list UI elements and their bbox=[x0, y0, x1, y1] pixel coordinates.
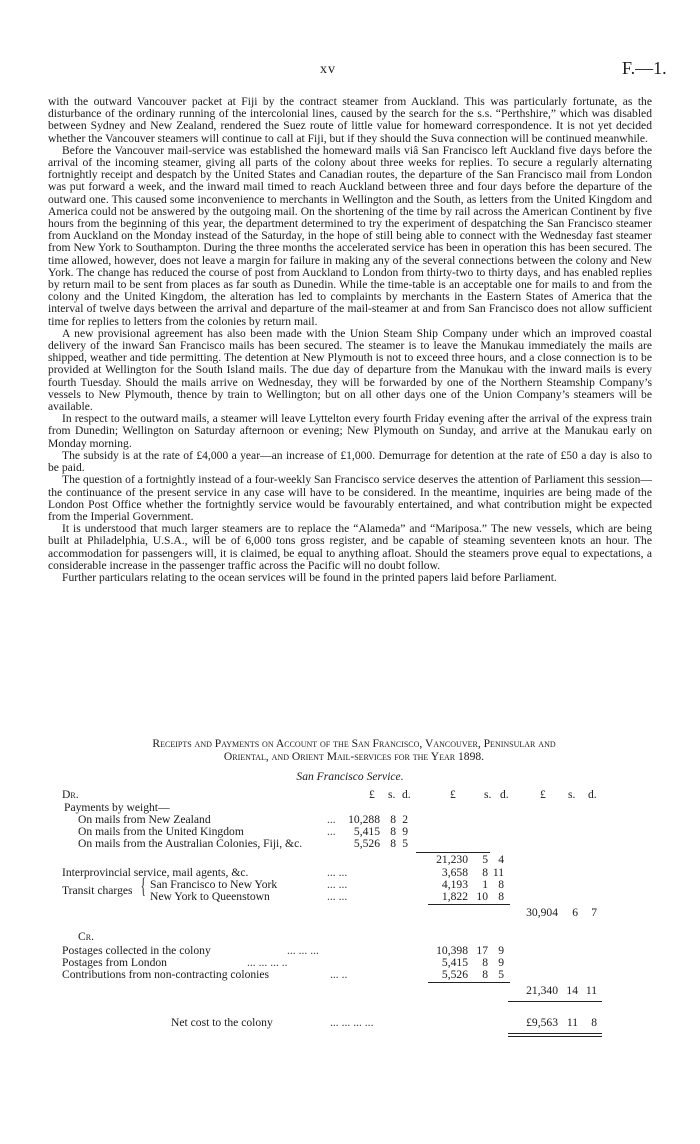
pence-value: 2 bbox=[402, 813, 408, 826]
dr-label: Dr. bbox=[62, 788, 79, 801]
account-subtitle: San Francisco Service. bbox=[296, 770, 404, 783]
pounds-value: £9,563 bbox=[526, 1016, 558, 1029]
pounds-value: 3,658 bbox=[441, 866, 468, 879]
shillings-value: 11 bbox=[566, 1016, 578, 1029]
pence-value: 11 bbox=[585, 984, 597, 997]
paragraph: In respect to the outward mails, a steamer will leave Lyttelton every fourth Friday evening after the arrival of the express train from Dunedin; Wellington on Saturday afternoon or evening; New Plymouth on Sunday, and arrive at the Manukau early on Monday morning. bbox=[48, 412, 652, 450]
column-header: s. bbox=[484, 788, 492, 801]
brace-icon: { bbox=[140, 873, 146, 898]
column-header: d. bbox=[500, 788, 509, 801]
row-label: On mails from New Zealand bbox=[78, 813, 211, 826]
column-header: s. bbox=[388, 788, 396, 801]
subtotal-rule bbox=[428, 904, 510, 905]
shillings-value: 1 bbox=[482, 878, 488, 891]
row-label: New York to Queenstown bbox=[150, 890, 270, 903]
subtotal-rule bbox=[428, 982, 510, 983]
shillings-value: 17 bbox=[476, 944, 488, 957]
leader-dots: ... ... ... ... bbox=[330, 1016, 374, 1029]
document-reference: F.—1. bbox=[622, 58, 667, 78]
leader-dots: ... bbox=[327, 825, 336, 838]
shillings-value: 8 bbox=[390, 813, 396, 826]
pounds-value: 5,526 bbox=[441, 968, 468, 981]
column-header: £ bbox=[450, 788, 456, 801]
transit-charges-label: Transit charges bbox=[62, 884, 133, 897]
pounds-value: 10,288 bbox=[348, 813, 380, 826]
pence-value: 11 bbox=[492, 866, 504, 879]
column-header: d. bbox=[402, 788, 411, 801]
column-header: s. bbox=[568, 788, 576, 801]
pounds-value: 4,193 bbox=[441, 878, 468, 891]
pounds-value: 21,230 bbox=[436, 853, 468, 866]
table-row bbox=[0, 837, 700, 850]
paragraph: A new provisional agreement has also been made with the Union Steam Ship Company under which an improved coastal delivery of the inward San Francisco mails has been secured. The steamer is to leave the Manukau immediately the mails are shipped, weather and tide permitting. The detention at New Plymouth is not to exceed three hours, and a close connection is to be provided at Wellington for the South Island mails. The due day of departure from the Manukau with the inward mails is every fourth Tuesday. Should the mails arrive on Wednesday, they will be forwarded by one of the Northern Steamship Company’s vessels to New Plymouth, thence by train to Wellington; but on all other days one of the Union Company’s steamers will be available. bbox=[48, 326, 652, 414]
paragraph: Before the Vancouver mail-service was established the homeward mails viâ San Francisco left Auckland five days before the arrival of the incoming steamer, giving all parts of the colony about three weeks for replies. To secure a regularly alternating fortnightly receipt and despatch by the United States and Canadian routes, the departure of the San Francisco mail from London was put forward a week, and the inward mail timed to reach Auckland between three and four days before the departure of the outward one. This caused some inconvenience to merchants in Wellington and the South, as letters from the United Kingdom and America could not be answered by the outgoing mail. On the shortening of the time by rail across the American Continent by five hours from the beginning of this year, the department determined to try the experiment of despatching the San Francisco steamer from Auckland on the Monday instead of the Saturday, in the hope of still being able to connect with the Wednesday fast steamer from New York to Southampton. During the three months the accelerated service has been in operation this has been secured. The time allowed, however, does not leave a margin for failure in making any of the several connections between the colony and New York. The change has reduced the course of post from Auckland to London from thirty-two to thirty days, and has enabled replies by return mail to be sent from places as far south as Dunedin. While the time-table is an acceptable one for mails to and from the colony and the United Kingdom, the alteration has led to complaints by merchants in the Eastern States of America that the interval of twelve days between the arrival and departure of the mail-steamer at and from San Francisco does not allow sufficient time for replies to letters from the colonies by return mail. bbox=[48, 143, 652, 328]
pence-value: 4 bbox=[498, 853, 504, 866]
double-rule bbox=[508, 1033, 602, 1034]
pounds-value: 30,904 bbox=[526, 906, 558, 919]
leader-dots: ... ... ... .. bbox=[247, 956, 288, 969]
row-label: Contributions from non-contracting colonies bbox=[62, 968, 270, 981]
total-row bbox=[0, 906, 700, 919]
pence-value: 8 bbox=[498, 890, 504, 903]
payments-by-weight-label: Payments by weight— bbox=[64, 801, 170, 814]
pence-value: 9 bbox=[498, 944, 504, 957]
net-cost-row bbox=[0, 1016, 700, 1029]
row-label: Postages from London bbox=[62, 956, 167, 969]
pence-value: 8 bbox=[591, 1016, 597, 1029]
pence-value: 8 bbox=[498, 878, 504, 891]
paragraph: with the outward Vancouver packet at Fiji by the contract steamer from Auckland. This was particularly fortunate, as the disturbance of the ordinary running of the intercolonial lines, caused by the search for the s.s. “Perthshire,” which was disabled between Sydney and New Zealand, rendered the Suez route of little value for homeward correspondence. It is not yet decided whether the Vancouver steamers will continue to call at Fiji, but if they should the Suva connection will be continued meanwhile. bbox=[48, 95, 652, 145]
total-rule bbox=[508, 1001, 602, 1002]
pounds-value: 5,526 bbox=[353, 837, 380, 850]
leader-dots: ... .. bbox=[330, 968, 348, 981]
shillings-value: 5 bbox=[482, 853, 488, 866]
shillings-value: 8 bbox=[482, 956, 488, 969]
row-label: Interprovincial service, mail agents, &c. bbox=[62, 866, 249, 879]
shillings-value: 6 bbox=[572, 906, 578, 919]
pence-value: 5 bbox=[498, 968, 504, 981]
pounds-value: 1,822 bbox=[441, 890, 468, 903]
shillings-value: 8 bbox=[390, 837, 396, 850]
leader-dots: ... ... bbox=[327, 890, 348, 903]
total-row bbox=[0, 984, 700, 997]
subtotal-row bbox=[0, 853, 700, 866]
cr-label: Cr. bbox=[78, 930, 94, 943]
pence-value: 9 bbox=[402, 825, 408, 838]
cr-heading-row bbox=[0, 930, 700, 943]
pence-value: 5 bbox=[402, 837, 408, 850]
double-rule bbox=[508, 1036, 602, 1037]
account-title-line: Receipts and Payments on Account of the San Francisco, Vancouver, Peninsular and bbox=[152, 737, 556, 750]
table-row bbox=[0, 890, 700, 903]
paragraph: It is understood that much larger steamers are to replace the “Alameda” and “Mariposa.” The new vessels, which are being built at Philadelphia, U.S.A., will be of 6,000 tons gross register, and be capable of steaming seventeen knots an hour. The accommodation for passengers will, it is claimed, be equal to anything afloat. Should the steamers prove equal to expectations, a considerable increase in the passenger traffic across the Pacific will no doubt follow. bbox=[48, 522, 652, 572]
leader-dots: ... ... bbox=[327, 866, 348, 879]
pounds-value: 10,398 bbox=[436, 944, 468, 957]
pence-value: 9 bbox=[498, 956, 504, 969]
shillings-value: 8 bbox=[482, 968, 488, 981]
pounds-value: 21,340 bbox=[526, 984, 558, 997]
column-header: £ bbox=[540, 788, 546, 801]
shillings-value: 10 bbox=[476, 890, 488, 903]
shillings-value: 8 bbox=[390, 825, 396, 838]
paragraph: The question of a fortnightly instead of a four-weekly San Francisco service deserves the attention of Parliament this session—the continuance of the present service in any case will have to be considered. In the meantime, inquiries are being made of the London Post Office whether the fortnightly service would be favourably entertained, and what contribution might be expected from the Imperial Government. bbox=[48, 473, 652, 523]
net-cost-label: Net cost to the colony bbox=[171, 1016, 273, 1029]
account-title-line: Oriental, and Orient Mail-services for the Year 1898. bbox=[223, 750, 485, 763]
leader-dots: ... bbox=[327, 813, 336, 826]
shillings-value: 14 bbox=[566, 984, 578, 997]
column-header: £ bbox=[369, 788, 375, 801]
pence-value: 7 bbox=[591, 906, 597, 919]
pounds-value: 5,415 bbox=[441, 956, 468, 969]
page-number: xv bbox=[320, 62, 336, 77]
row-label: On mails from the United Kingdom bbox=[78, 825, 244, 838]
leader-dots: ... ... ... bbox=[287, 944, 319, 957]
table-row bbox=[0, 968, 700, 981]
currency-header-row bbox=[0, 788, 700, 801]
leader-dots: ... ... bbox=[327, 878, 348, 891]
shillings-value: 8 bbox=[482, 866, 488, 879]
row-label: San Francisco to New York bbox=[150, 878, 278, 891]
column-header: d. bbox=[588, 788, 597, 801]
paragraph: The subsidy is at the rate of £4,000 a year—an increase of £1,000. Demurrage for detention at the rate of £50 a day is also to be paid. bbox=[48, 448, 652, 475]
pounds-value: 5,415 bbox=[353, 825, 380, 838]
row-label: Postages collected in the colony bbox=[62, 944, 211, 957]
row-label: On mails from the Australian Colonies, Fiji, &c. bbox=[78, 837, 303, 850]
paragraph: Further particulars relating to the ocean services will be found in the printed papers laid before Parliament. bbox=[62, 570, 557, 584]
